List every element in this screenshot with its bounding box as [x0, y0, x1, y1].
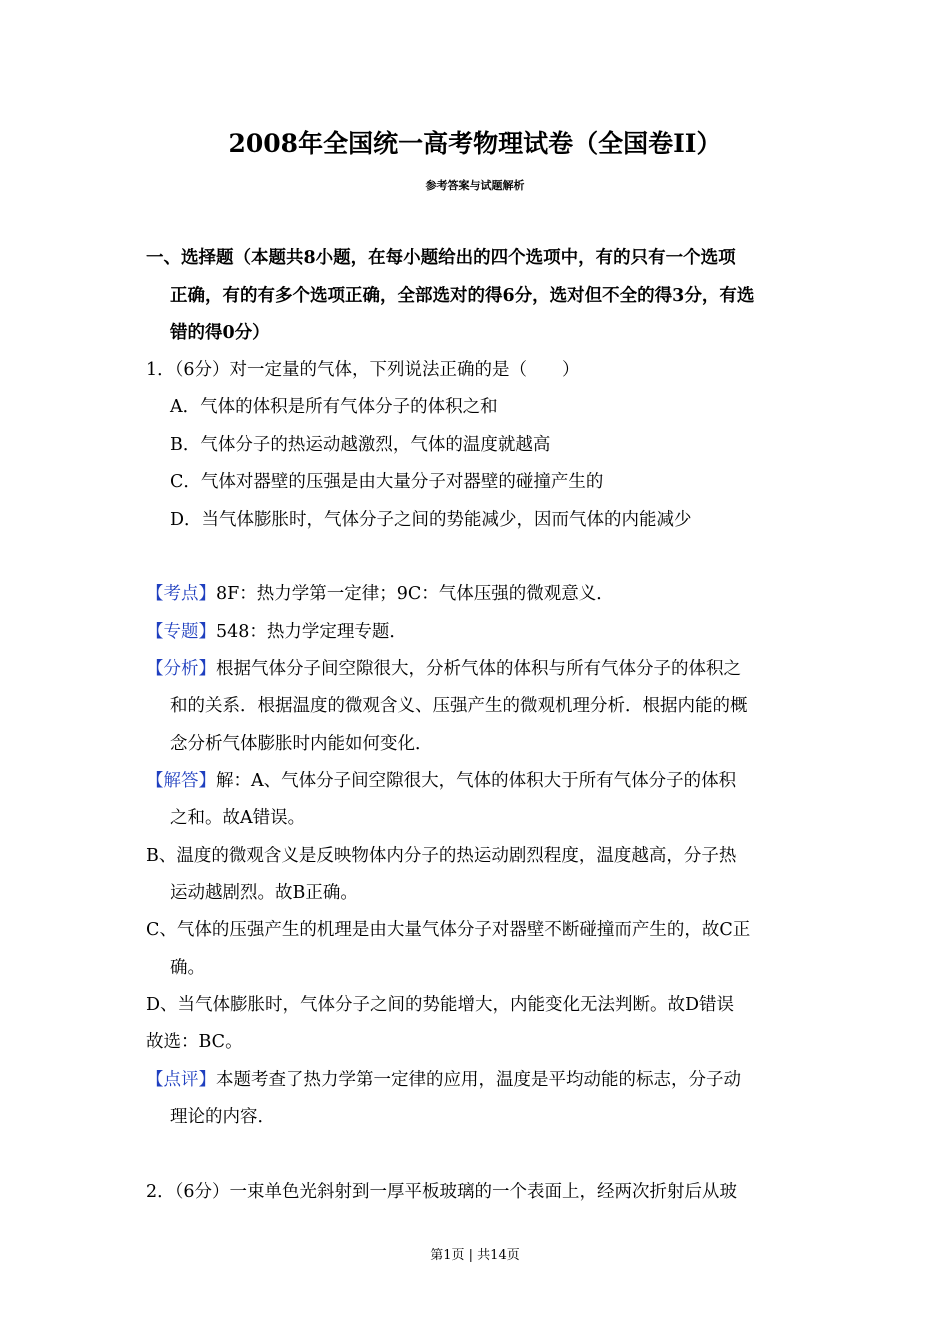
section-heading-line-1: 一、选择题（本题共8小题，在每小题给出的四个选项中，有的只有一个选项 [146, 248, 736, 268]
kaodian-tag: 【考点】 [146, 584, 216, 604]
dianping-tag: 【点评】 [146, 1070, 216, 1090]
page-footer: 第1页 | 共14页 [430, 1248, 520, 1263]
zhuanti-row [146, 620, 407, 644]
kaodian-row [146, 582, 614, 606]
dianping-line-1: 本题考查了热力学第一定律的应用，温度是平均动能的标志，分子动 [216, 1070, 741, 1090]
answer-line-c1: C、气体的压强产生的机理是由大量气体分子对器壁不断碰撞而产生的，故C正 [146, 920, 751, 940]
dianping-line-2: 理论的内容． [170, 1107, 275, 1127]
dianping-row [146, 1068, 741, 1092]
answer-line-b2: 运动越剧烈。故B正确。 [170, 883, 358, 903]
kaodian-text: 8F：热力学第一定律；9C：气体压强的微观意义． [216, 584, 614, 604]
question-1-option-a: A．气体的体积是所有气体分子的体积之和 [170, 397, 498, 417]
section-heading-line-2: 正确，有的有多个选项正确，全部选对的得6分，选对但不全的得3分，有选 [170, 286, 755, 306]
jieda-tag: 【解答】 [146, 771, 216, 791]
question-1-option-b: B．气体分子的热运动越激烈，气体的温度就越高 [170, 435, 551, 455]
fenxi-line-2: 和的关系．根据温度的微观含义、压强产生的微观机理分析．根据内能的概 [170, 696, 748, 716]
question-1-option-c: C．气体对器壁的压强是由大量分子对器壁的碰撞产生的 [170, 472, 604, 492]
section-heading-line-3: 错的得0分） [170, 323, 270, 343]
zhuanti-tag: 【专题】 [146, 622, 216, 642]
jieda-row [146, 769, 736, 793]
fenxi-line-3: 念分析气体膨胀时内能如何变化． [170, 734, 433, 754]
fenxi-tag: 【分析】 [146, 659, 216, 679]
answer-choice: 故选：BC。 [146, 1032, 243, 1052]
zhuanti-text: 548：热力学定理专题． [216, 622, 407, 642]
jieda-line-1: 解：A、气体分子间空隙很大，气体的体积大于所有气体分子的体积 [216, 771, 737, 791]
fenxi-line-1: 根据气体分子间空隙很大，分析气体的体积与所有气体分子的体积之 [216, 659, 741, 679]
question-2-stem: 2．（6分）一束单色光斜射到一厚平板玻璃的一个表面上，经两次折射后从玻 [146, 1182, 738, 1202]
document-subtitle: 参考答案与试题解析 [425, 179, 525, 192]
question-1-stem: 1．（6分）对一定量的气体，下列说法正确的是（ ） [146, 360, 580, 380]
fenxi-row [146, 657, 741, 681]
document-title: 2008年全国统一高考物理试卷（全国卷II） [228, 129, 722, 158]
question-1-option-d: D．当气体膨胀时，气体分子之间的势能减少，因而气体的内能减少 [170, 510, 692, 530]
answer-line-b1: B、温度的微观含义是反映物体内分子的热运动剧烈程度，温度越高，分子热 [146, 846, 737, 866]
answer-line-c2: 确。 [170, 958, 205, 978]
answer-line-d: D、当气体膨胀时，气体分子之间的势能增大，内能变化无法判断。故D错误 [146, 995, 735, 1015]
jieda-line-2: 之和。故A错误。 [170, 808, 306, 828]
